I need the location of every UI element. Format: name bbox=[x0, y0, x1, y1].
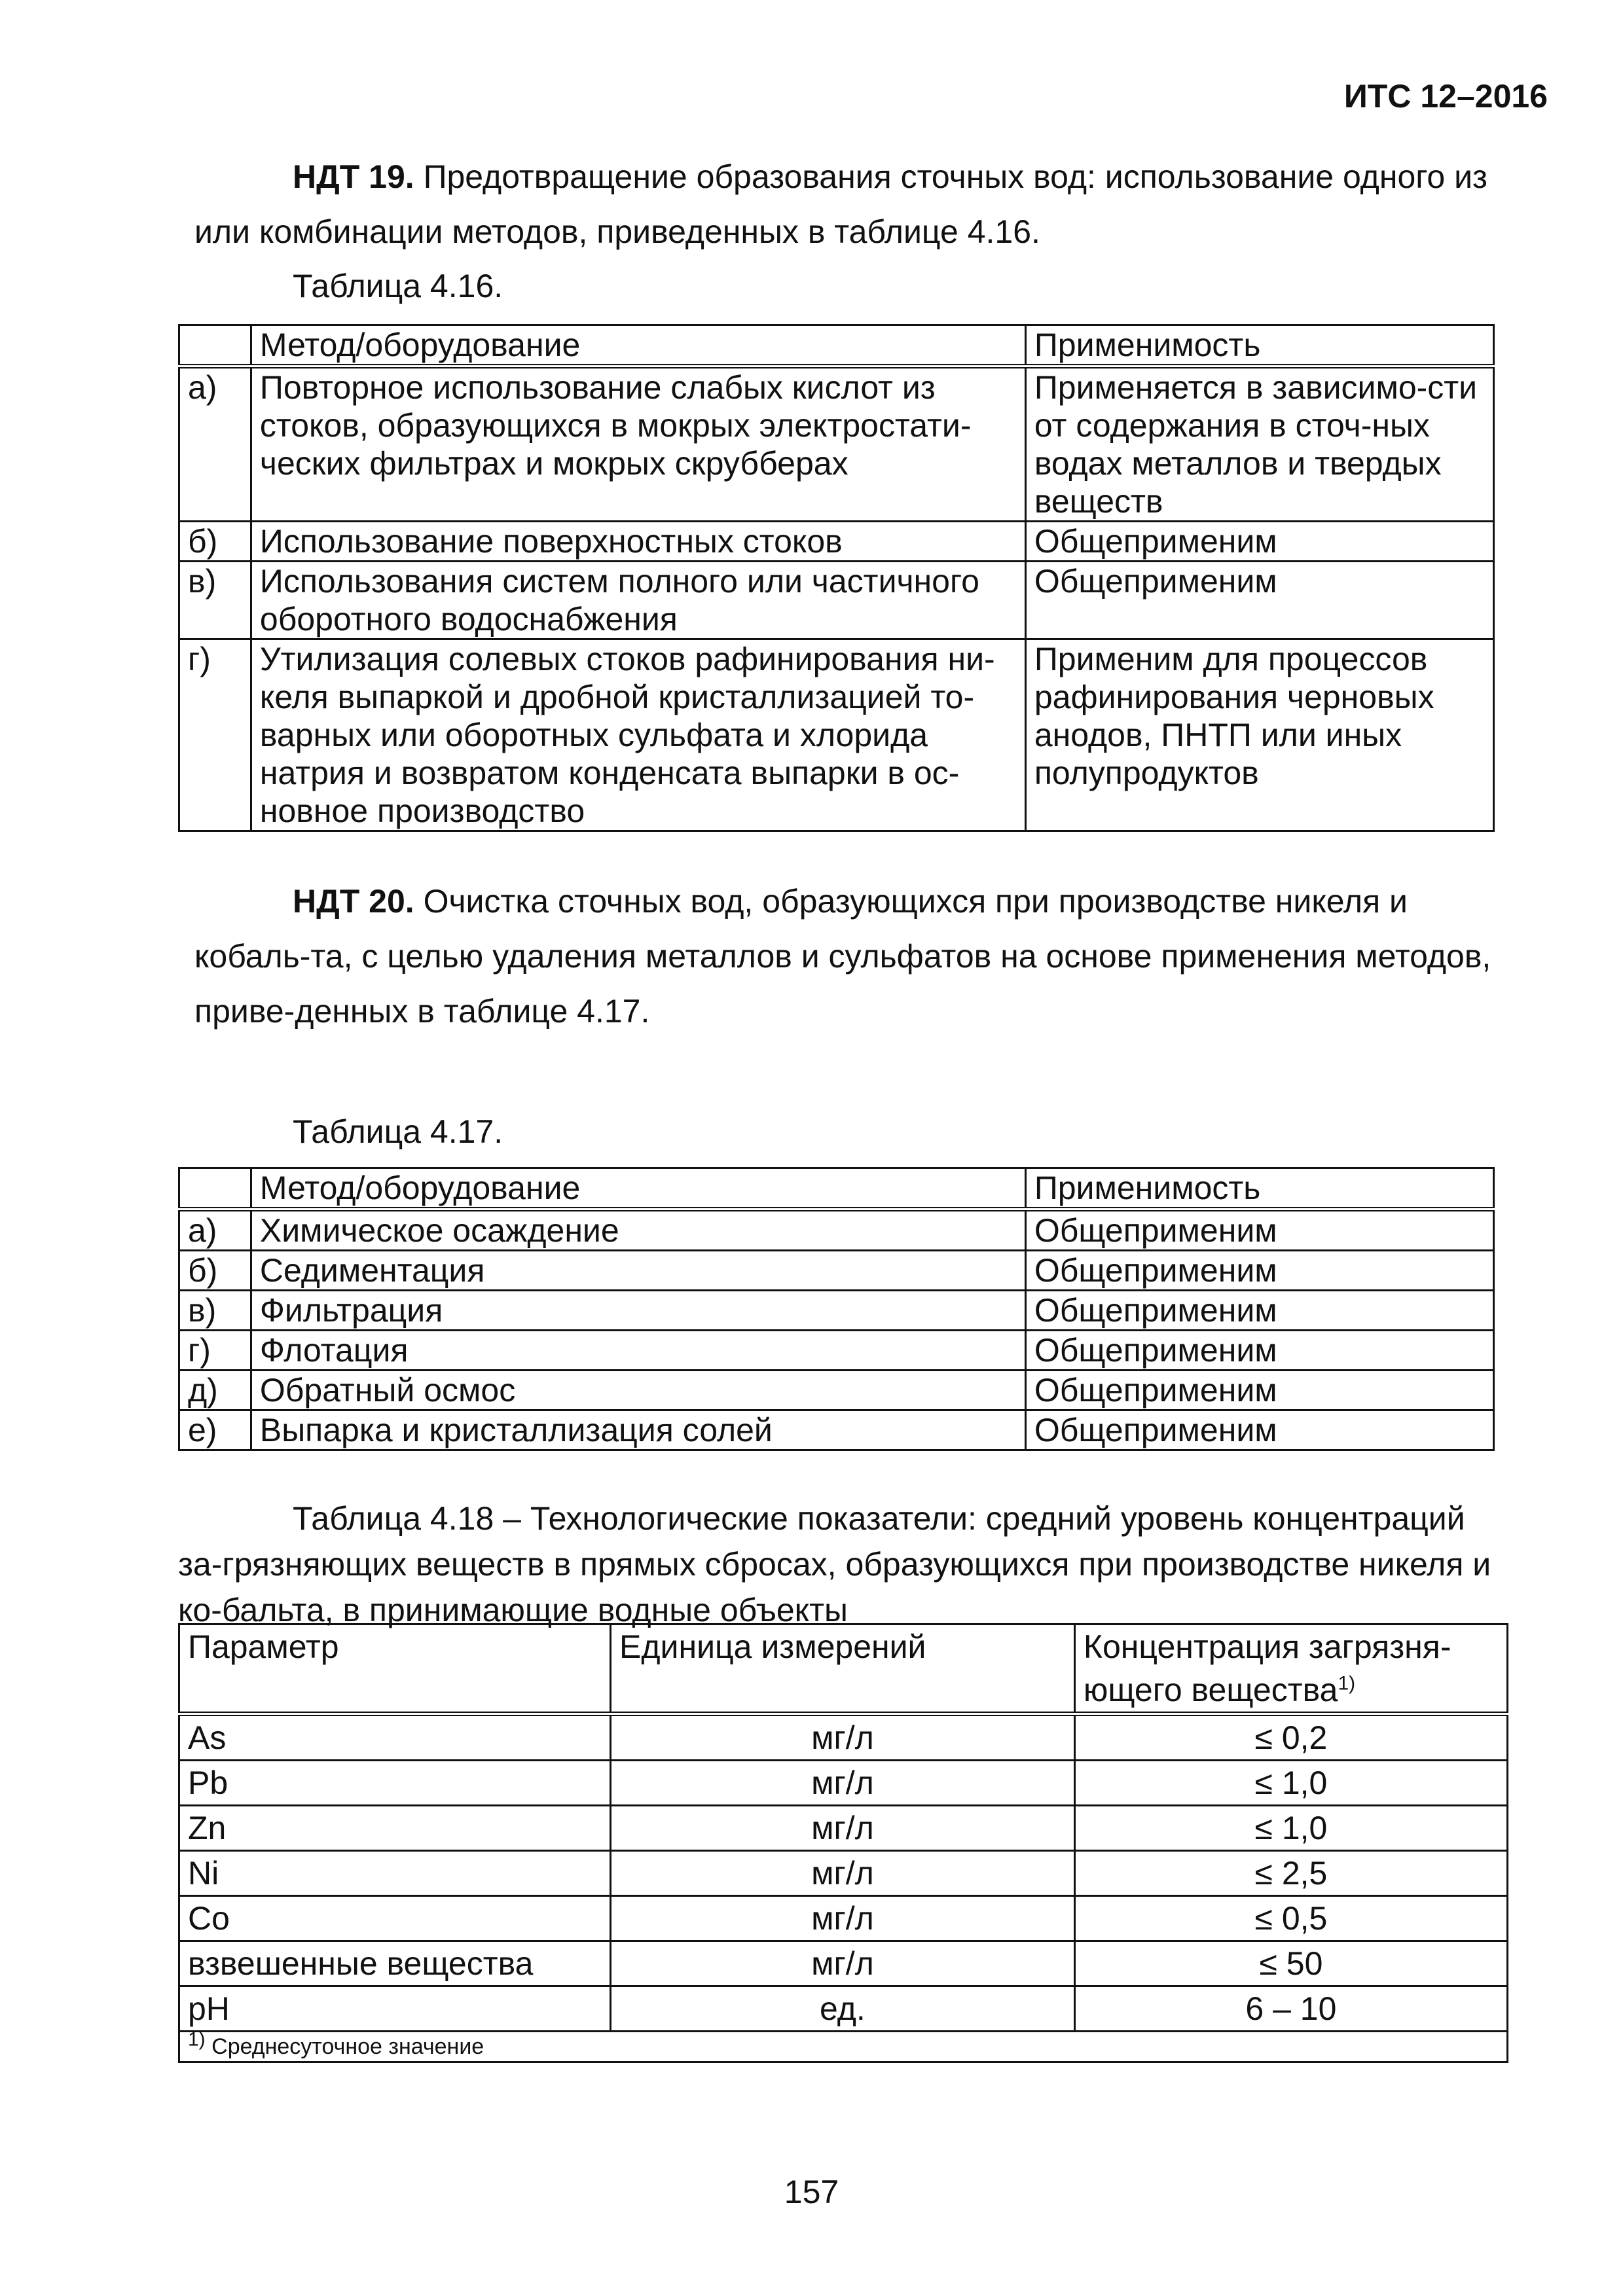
ndt20-label: НДТ 20. bbox=[293, 883, 414, 920]
value-cell: ≤ 1,0 bbox=[1074, 1761, 1507, 1806]
table-row bbox=[179, 1761, 1508, 1806]
table-row bbox=[179, 1410, 1494, 1450]
table-row bbox=[179, 1806, 1508, 1851]
footnote-cell bbox=[179, 2028, 1508, 2062]
page-number: 157 bbox=[784, 2174, 839, 2210]
value-cell: ≤ 1,0 bbox=[1074, 1806, 1507, 1851]
document-code: ИТС 12–2016 bbox=[1343, 78, 1548, 115]
unit-cell: мг/л bbox=[611, 1761, 1075, 1806]
unit-header: Единица измерений bbox=[611, 1624, 1075, 1714]
table-row bbox=[179, 367, 1494, 522]
value-cell: ≤ 0,5 bbox=[1074, 1896, 1507, 1941]
applicability-cell: Общеприменим bbox=[1025, 1251, 1493, 1291]
table-row bbox=[179, 1371, 1494, 1410]
table-4-16 bbox=[178, 324, 1495, 832]
param-cell: pH bbox=[179, 1986, 611, 2032]
param-cell: Pb bbox=[179, 1761, 611, 1806]
table-row bbox=[179, 1210, 1494, 1251]
method-cell: Фильтрация bbox=[251, 1291, 1025, 1331]
footnote-text: Среднесуточное значение bbox=[205, 2034, 484, 2059]
method-cell: Использование поверхностных стоков bbox=[251, 522, 1025, 562]
ndt19-label: НДТ 19. bbox=[293, 158, 414, 195]
unit-cell: мг/л bbox=[611, 1896, 1075, 1941]
row-index: г) bbox=[179, 1331, 251, 1371]
table-header-cell: Применимость bbox=[1025, 1168, 1493, 1210]
row-index: д) bbox=[179, 1371, 251, 1410]
row-index: б) bbox=[179, 1251, 251, 1291]
table-row bbox=[179, 522, 1494, 562]
ndt20-text: Очистка сточных вод, образующихся при производстве никеля и кобаль-та, с целью удаления металлов и сульфатов на основе применения методов, приве-денных в таблице 4.17. bbox=[194, 883, 1491, 1030]
table417-caption: Таблица 4.17. bbox=[293, 1113, 503, 1150]
table-header-cell: Метод/оборудование bbox=[251, 1168, 1025, 1210]
param-cell: Ni bbox=[179, 1851, 611, 1896]
unit-cell: мг/л bbox=[611, 1941, 1075, 1986]
table-header-cell: Метод/оборудование bbox=[251, 325, 1025, 367]
table-header-row bbox=[179, 1168, 1494, 1210]
method-cell: Выпарка и кристаллизация солей bbox=[251, 1410, 1025, 1450]
method-cell: Флотация bbox=[251, 1331, 1025, 1371]
table-header-row bbox=[179, 1624, 1508, 1714]
unit-cell: мг/л bbox=[611, 1806, 1075, 1851]
method-cell: Повторное использование слабых кислот из стоков, образующихся в мокрых электростати-ческих фильтрах и мокрых скрубберах bbox=[251, 367, 1025, 522]
method-cell: Седиментация bbox=[251, 1251, 1025, 1291]
ndt19-paragraph bbox=[194, 149, 1497, 259]
table-header-row bbox=[179, 325, 1494, 367]
table-row bbox=[179, 1331, 1494, 1371]
applicability-cell: Общеприменим bbox=[1025, 522, 1493, 562]
row-index: г) bbox=[179, 639, 251, 831]
applicability-cell: Применяется в зависимо-сти от содержания в сточ-ных водах металлов и твердых веществ bbox=[1025, 367, 1493, 522]
method-cell: Химическое осаждение bbox=[251, 1210, 1025, 1251]
unit-cell: ед. bbox=[611, 1986, 1075, 2032]
value-cell: ≤ 50 bbox=[1074, 1941, 1507, 1986]
table-header-cell bbox=[179, 325, 251, 367]
table-4-18 bbox=[178, 1623, 1508, 2063]
table-row bbox=[179, 1251, 1494, 1291]
value-cell: 6 – 10 bbox=[1074, 1986, 1507, 2032]
method-cell: Обратный осмос bbox=[251, 1371, 1025, 1410]
row-index: б) bbox=[179, 522, 251, 562]
applicability-cell: Общеприменим bbox=[1025, 1291, 1493, 1331]
table-header-cell bbox=[179, 1168, 251, 1210]
row-index: а) bbox=[179, 1210, 251, 1251]
row-index: е) bbox=[179, 1410, 251, 1450]
ndt20-paragraph bbox=[194, 874, 1497, 1039]
value-cell: ≤ 2,5 bbox=[1074, 1851, 1507, 1896]
applicability-cell: Общеприменим bbox=[1025, 1331, 1493, 1371]
applicability-cell: Общеприменим bbox=[1025, 1210, 1493, 1251]
value-cell: ≤ 0,2 bbox=[1074, 1714, 1507, 1761]
ndt19-text-line1: Предотвращение образования сточных вод: использование одного из bbox=[414, 158, 1487, 195]
applicability-cell: Общеприменим bbox=[1025, 1371, 1493, 1410]
table-row bbox=[179, 1941, 1508, 1986]
unit-cell: мг/л bbox=[611, 1851, 1075, 1896]
param-cell: взвешенные вещества bbox=[179, 1941, 611, 1986]
concentration-header bbox=[1074, 1624, 1507, 1714]
applicability-cell: Общеприменим bbox=[1025, 1410, 1493, 1450]
param-cell: As bbox=[179, 1714, 611, 1761]
footnote-mark: 1) bbox=[188, 2028, 206, 2051]
table-row bbox=[179, 1291, 1494, 1331]
table-4-17 bbox=[178, 1167, 1495, 1451]
table-row bbox=[179, 1986, 1508, 2032]
applicability-cell: Применим для процессов рафинирования черновых анодов, ПНТП или иных полупродуктов bbox=[1025, 639, 1493, 831]
table-row bbox=[179, 1714, 1508, 1761]
table-header-cell: Применимость bbox=[1025, 325, 1493, 367]
unit-cell: мг/л bbox=[611, 1714, 1075, 1761]
applicability-cell: Общеприменим bbox=[1025, 562, 1493, 639]
table416-caption: Таблица 4.16. bbox=[293, 268, 503, 304]
footnote-marker: 1) bbox=[1338, 1672, 1356, 1695]
table-row bbox=[179, 639, 1494, 831]
method-cell: Утилизация солевых стоков рафинирования ни-келя выпаркой и дробной кристаллизацией то-варных или оборотных сульфата и хлорида натрия и возвратом конденсата выпарки в ос-новное производство bbox=[251, 639, 1025, 831]
concentration-header-text: Концентрация загрязня-ющего вещества bbox=[1083, 1628, 1451, 1708]
row-index: а) bbox=[179, 367, 251, 522]
param-cell: Co bbox=[179, 1896, 611, 1941]
param-cell: Zn bbox=[179, 1806, 611, 1851]
row-index: в) bbox=[179, 1291, 251, 1331]
footnote-row bbox=[179, 2032, 1508, 2062]
row-index: в) bbox=[179, 562, 251, 639]
ndt19-text-line2: или комбинации методов, приведенных в таблице 4.16. bbox=[194, 213, 1040, 250]
table-row bbox=[179, 1896, 1508, 1941]
table418-caption: Таблица 4.18 – Технологические показатели: средний уровень концентраций за-грязняющих веществ в прямых сбросах, образующихся при производстве никеля и ко-бальта, в принимающие водные объекты bbox=[178, 1500, 1491, 1628]
method-cell: Использования систем полного или частичного оборотного водоснабжения bbox=[251, 562, 1025, 639]
table-row bbox=[179, 1851, 1508, 1896]
param-header: Параметр bbox=[179, 1624, 611, 1714]
table-row bbox=[179, 562, 1494, 639]
